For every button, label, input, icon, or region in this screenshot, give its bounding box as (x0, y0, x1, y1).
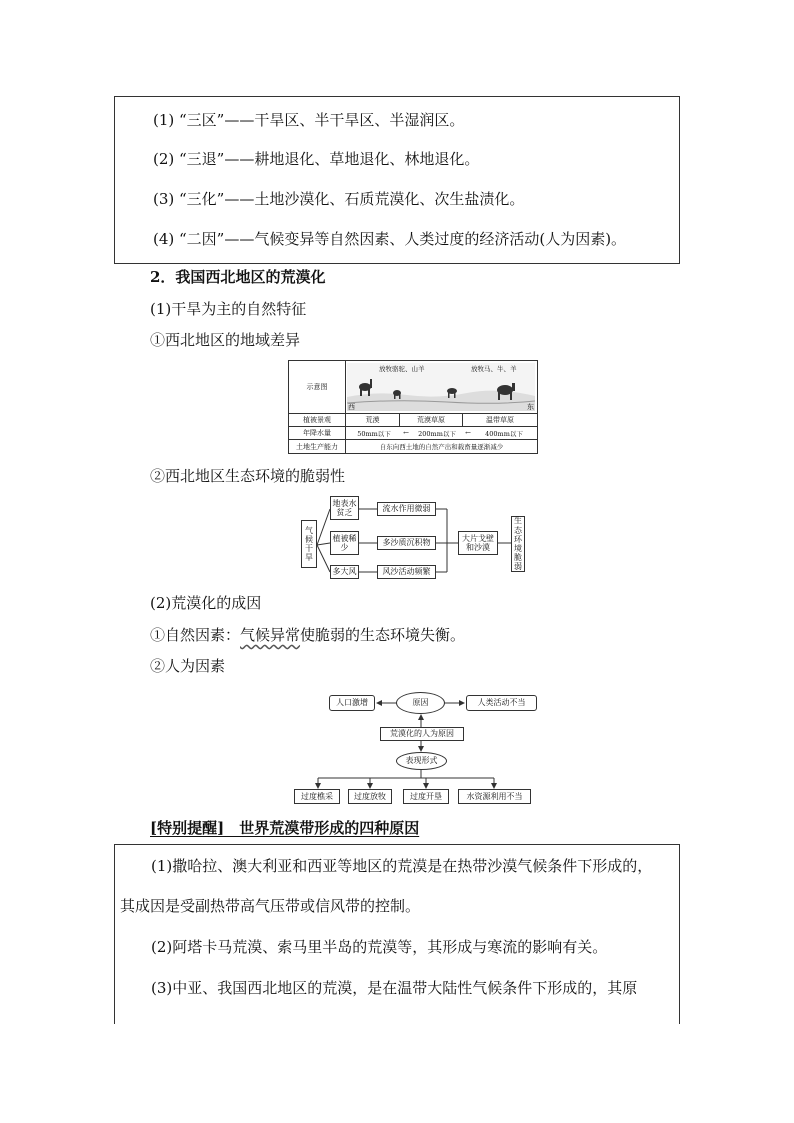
row-label-vegetation: 植被景观 (303, 416, 331, 424)
east-label: 东 (527, 403, 534, 411)
west-label: 西 (348, 403, 355, 411)
form-item-3: 过度开垦 (403, 789, 449, 804)
flow-cause-3: 多大风 (330, 565, 359, 579)
cause-human-activity: 人类活动不当 (466, 695, 537, 711)
tip-line-4: (3)中亚、我国西北地区的荒漠，是在温带大陆性气候条件下形成的，其原 (151, 979, 638, 997)
rain-50: 50mm以下 (357, 429, 391, 438)
subsection-2-item-2: ②人为因素 (150, 657, 226, 675)
form-item-2: 过度放牧 (348, 789, 392, 804)
summary-line-4: (4) “二因”——气候变异等自然因素、人类过度的经济活动(人为因素)。 (153, 230, 627, 248)
tip-title: [特别提醒] 世界荒漠带形成的四种原因 (150, 819, 420, 837)
flow-effect-3: 风沙活动频繁 (377, 565, 436, 579)
flow-root-box: 气候干旱 (301, 520, 317, 568)
section-2-title: 2．我国西北地区的荒漠化 (150, 268, 326, 286)
row-label-rainfall: 年降水量 (303, 429, 331, 437)
flow-cause-1: 地表水贫乏 (330, 496, 359, 520)
cause-population: 人口激增 (329, 695, 375, 711)
natural-factor-emphasis: 气候异常 (240, 626, 301, 644)
arrow-left-icon: ← (465, 429, 471, 437)
natural-factor-prefix: ①自然因素： (150, 626, 241, 644)
row-label-diagram: 示意图 (306, 383, 328, 391)
summary-line-2: (2) “三退”——耕地退化、草地退化、林地退化。 (153, 150, 480, 168)
summary-line-1: (1) “三区”——干旱区、半干旱区、半湿润区。 (153, 111, 465, 129)
diagram-label-left: 放牧骆驼、山羊 (379, 365, 425, 373)
subsection-1-item-2: ②西北地区生态环境的脆弱性 (150, 467, 346, 485)
subsection-1-title: (1)干旱为主的自然特征 (150, 300, 307, 318)
rain-200: 200mm以下 (418, 429, 456, 438)
flow-result: 大片戈壁和沙漠 (458, 531, 498, 555)
tip-line-1: (1)撒哈拉、澳大利亚和西亚等地区的荒漠是在热带沙漠气候条件下形成的， (151, 857, 653, 875)
human-cause-title: 荒漠化的人为原因 (380, 727, 464, 741)
flow-effect-2: 多沙质沉积物 (377, 536, 436, 550)
natural-factor-suffix: 使脆弱的生态环境失衡。 (300, 626, 466, 644)
rain-400: 400mm以下 (485, 429, 523, 438)
flow-cause-2: 植被稀少 (330, 531, 359, 555)
veg-temperate-steppe: 温带草原 (486, 416, 514, 424)
row-label-land: 土地生产能力 (296, 442, 338, 451)
arrow-left-icon: ← (403, 429, 409, 437)
form-item-1: 过度樵采 (294, 789, 340, 804)
subsection-2-title: (2)荒漠化的成因 (150, 594, 262, 612)
land-capacity: 自东向西土地的自然产出和载畜量逐渐减少 (379, 443, 504, 451)
flow-final: 生态环境脆弱 (511, 516, 525, 572)
cause-center-oval: 原因 (396, 692, 445, 714)
form-oval: 表现形式 (396, 752, 447, 770)
flow-effect-1: 流水作用微弱 (377, 502, 436, 516)
subsection-1-item-1: ①西北地区的地域差异 (150, 331, 301, 349)
tip-line-2: 其成因是受副热带高气压带或信风带的控制。 (120, 897, 421, 915)
diagram-label-right: 放牧马、牛、羊 (471, 365, 517, 373)
tip-line-3: (2)阿塔卡马荒漠、索马里半岛的荒漠等，其形成与寒流的影响有关。 (151, 938, 608, 956)
tip-box (114, 844, 680, 1024)
form-item-4: 水资源利用不当 (458, 789, 531, 804)
veg-desert-steppe: 荒漠草原 (417, 416, 445, 424)
summary-line-3: (3) “三化”——土地沙漠化、石质荒漠化、次生盐渍化。 (153, 190, 525, 208)
veg-desert: 荒漠 (365, 416, 380, 424)
